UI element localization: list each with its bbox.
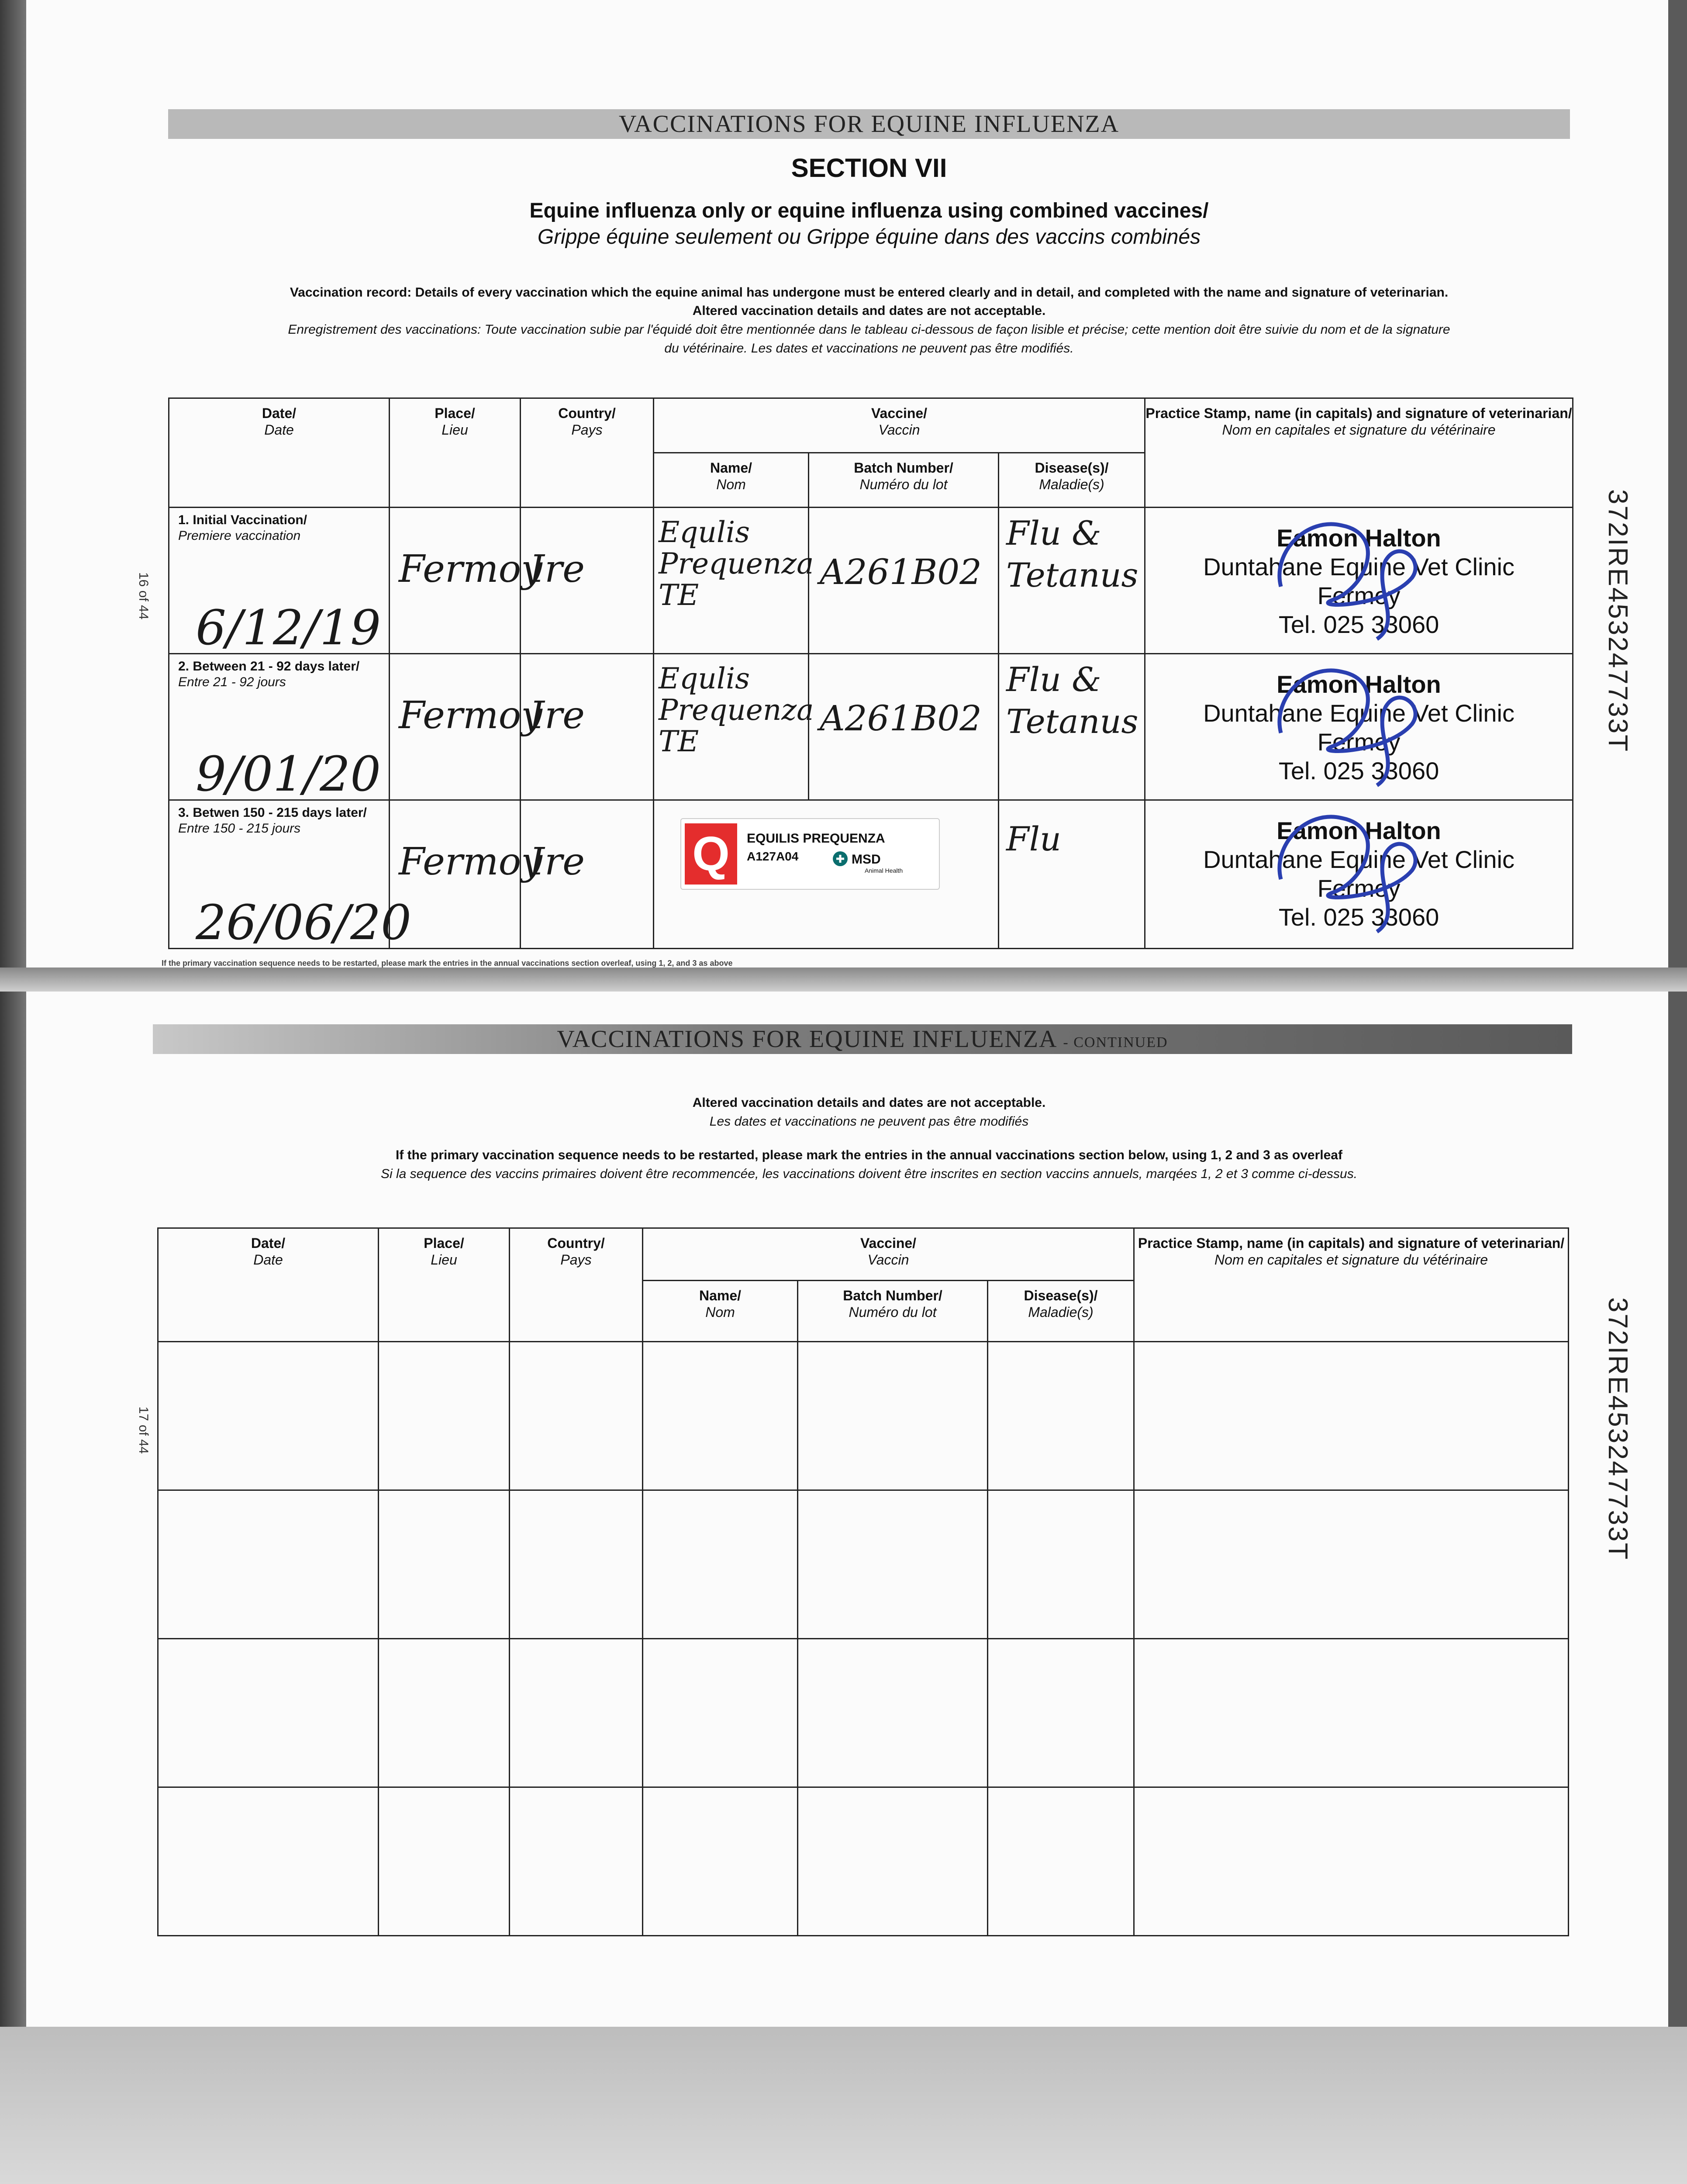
batch-value: A261B02 — [820, 698, 982, 739]
table-row — [169, 800, 1573, 949]
header-stamp: Practice Stamp, name (in capitals) and signature of veterinarian/ Nom en capitales et signature du vétérinaire — [1134, 1228, 1569, 1342]
clinic-town: Fermoy — [1317, 728, 1401, 756]
vet-name: Eamon Halton — [1276, 670, 1441, 698]
row-label-cell: 2. Between 21 - 92 days later/ Entre 21 - 92 jours 9/01/20 — [169, 654, 390, 800]
empty-cell[interactable] — [643, 1639, 798, 1787]
vaccine-name-cell — [654, 508, 814, 654]
header-vaccine: Vaccine/ Vaccin — [643, 1228, 1134, 1281]
empty-cell[interactable] — [379, 1787, 510, 1936]
binder-edge — [0, 0, 26, 2184]
empty-cell[interactable] — [379, 1639, 510, 1787]
header-date: Date/ Date — [169, 398, 390, 508]
vaccine-name-cell — [654, 654, 814, 800]
vaccination-table — [168, 397, 1573, 949]
country-value: Ire — [530, 694, 585, 737]
empty-cell[interactable] — [643, 1787, 798, 1936]
disease-cell — [999, 800, 1145, 949]
passport-id: 372IRE453247733T — [1603, 1297, 1633, 1561]
page-gutter — [0, 968, 1687, 992]
q-logo-icon: Q — [685, 823, 737, 885]
empty-cell[interactable] — [510, 1490, 643, 1639]
country-value: Ire — [530, 840, 585, 884]
banner-suffix: - CONTINUED — [1063, 1034, 1168, 1051]
empty-cell[interactable] — [1134, 1490, 1569, 1639]
empty-cell[interactable] — [798, 1342, 988, 1490]
clinic-tel: Tel. 025 33060 — [1278, 611, 1439, 638]
disease-cell — [999, 654, 1145, 800]
header-batch: Batch Number/ Numéro du lot — [798, 1281, 988, 1342]
header-stamp: Practice Stamp, name (in capitals) and signature of veterinarian/ Nom en capitales et signature du vétérinaire — [1145, 398, 1573, 508]
table-row — [169, 654, 1573, 800]
vet-name: Eamon Halton — [1276, 524, 1441, 552]
stamp-cell — [1145, 654, 1573, 800]
section-title: SECTION VII — [791, 153, 947, 183]
note-en-1: Altered vaccination details and dates are not acceptable. — [692, 1095, 1046, 1110]
row-label-cell: 1. Initial Vaccination/ Premiere vaccination 6/12/19 — [169, 508, 390, 654]
country-cell — [521, 800, 654, 949]
empty-cell[interactable] — [643, 1342, 798, 1490]
clinic-name: Duntahane Equine Vet Clinic — [1203, 699, 1515, 727]
empty-cell[interactable] — [988, 1490, 1134, 1639]
empty-cell[interactable] — [988, 1787, 1134, 1936]
section-banner: VACCINATIONS FOR EQUINE INFLUENZA — [168, 109, 1570, 139]
note-fr-2: Si la sequence des vaccins primaires doivent être recommencée, les vaccinations doivent être inscrites en section vaccins annuels, marqées 1, 2 et 3 comme ci-dessus. — [380, 1167, 1358, 1181]
clinic-tel: Tel. 025 33060 — [1278, 757, 1439, 784]
continued-banner — [153, 1024, 1572, 1054]
subtitle-en: Equine influenza only or equine influenza using combined vaccines/ — [529, 199, 1209, 222]
row-label-cell: 3. Betwen 150 - 215 days later/ Entre 150 - 215 jours 26/06/20 — [169, 800, 390, 949]
header-vaccine-name: Name/ Nom — [643, 1281, 798, 1342]
empty-cell[interactable] — [158, 1787, 379, 1936]
table-row — [158, 1490, 1569, 1639]
passport-page-16 — [26, 0, 1668, 968]
clinic-tel: Tel. 025 33060 — [1278, 903, 1439, 931]
empty-cell[interactable] — [798, 1639, 988, 1787]
place-cell — [390, 800, 542, 949]
date-value: 9/01/20 — [196, 746, 381, 802]
vaccine-sticker — [680, 818, 940, 890]
empty-cell[interactable] — [643, 1490, 798, 1639]
sticker-maker-sub: Animal Health — [865, 867, 903, 874]
place-value: Fermoy — [399, 840, 542, 884]
empty-cell[interactable] — [988, 1342, 1134, 1490]
table-row — [158, 1342, 1569, 1490]
disease-value: Flu — [1006, 819, 1061, 858]
signature-icon — [1255, 499, 1438, 657]
header-country: Country/ Pays — [510, 1228, 643, 1342]
empty-cell[interactable] — [510, 1639, 643, 1787]
batch-cell — [809, 508, 999, 654]
note-en-2: If the primary vaccination sequence needs to be restarted, please mark the entries in the annual vaccinations section below, using 1, 2 and 3 as overleaf — [396, 1148, 1342, 1162]
empty-cell[interactable] — [379, 1490, 510, 1639]
note-en-1: Vaccination record: Details of every vaccination which the equine animal has undergone must be entered clearly and in detail, and completed with the name and signature of veterinarian. — [290, 285, 1449, 300]
annual-vaccination-table — [157, 1227, 1569, 1936]
table-row — [158, 1639, 1569, 1787]
header-vaccine-name: Name/ Nom — [654, 453, 809, 508]
header-disease: Disease(s)/ Maladie(s) — [988, 1281, 1134, 1342]
banner-title: VACCINATIONS FOR EQUINE INFLUENZA — [557, 1026, 1056, 1053]
batch-value: A261B02 — [820, 552, 982, 592]
msd-logo-icon — [832, 850, 849, 867]
sticker-product: EQUILIS PREQUENZA — [747, 831, 885, 846]
table-row — [158, 1787, 1569, 1936]
date-value: 26/06/20 — [196, 895, 412, 950]
empty-cell[interactable] — [798, 1787, 988, 1936]
place-value: Fermoy — [399, 694, 542, 737]
empty-cell[interactable] — [1134, 1342, 1569, 1490]
note-fr-2: du vétérinaire. Les dates et vaccinations ne peuvent pas être modifiés. — [664, 341, 1074, 356]
vaccine-name-value: Equlis Prequenza TE — [659, 515, 814, 612]
stamp-cell — [1145, 508, 1573, 654]
header-date: Date/ Date — [158, 1228, 379, 1342]
empty-cell[interactable] — [798, 1490, 988, 1639]
empty-cell[interactable] — [379, 1342, 510, 1490]
header-country: Country/ Pays — [521, 398, 654, 508]
country-cell — [521, 654, 654, 800]
header-disease: Disease(s)/ Maladie(s) — [999, 453, 1145, 508]
vet-name: Eamon Halton — [1276, 817, 1441, 844]
batch-cell — [809, 654, 999, 800]
clinic-town: Fermoy — [1317, 582, 1401, 609]
country-cell — [521, 508, 654, 654]
vaccine-sticker-cell — [654, 800, 999, 949]
empty-cell[interactable] — [158, 1639, 379, 1787]
signature-icon — [1255, 646, 1438, 803]
table-row — [169, 508, 1573, 654]
empty-cell[interactable] — [158, 1342, 379, 1490]
clinic-name: Duntahane Equine Vet Clinic — [1203, 553, 1515, 581]
note-fr-1: Les dates et vaccinations ne peuvent pas être modifiés — [709, 1114, 1029, 1129]
empty-cell[interactable] — [158, 1490, 379, 1639]
place-cell — [390, 508, 542, 654]
sticker-batch: A127A04 — [747, 850, 799, 863]
empty-cell[interactable] — [1134, 1787, 1569, 1936]
empty-cell[interactable] — [988, 1639, 1134, 1787]
page-number: 17 of 44 — [136, 1406, 151, 1454]
country-value: Ire — [530, 547, 585, 591]
stamp-cell — [1145, 800, 1573, 949]
sticker-maker: MSD — [852, 852, 881, 867]
vaccine-name-value: Equlis Prequenza TE — [659, 662, 814, 758]
header-vaccine: Vaccine/ Vaccin — [654, 398, 1145, 453]
passport-id: 372IRE453247733T — [1603, 489, 1633, 753]
subtitle-fr: Grippe équine seulement ou Grippe équine dans des vaccins combinés — [537, 225, 1201, 249]
note-fr-1: Enregistrement des vaccinations: Toute vaccination subie par l'équidé doit être mentionnée dans le tableau ci-dessous de façon lisible et précise; cette mention doit être suivie du nom et de la signature — [288, 322, 1450, 337]
passport-page-17 — [26, 992, 1668, 2027]
date-value: 6/12/19 — [196, 600, 381, 656]
empty-cell[interactable] — [510, 1342, 643, 1490]
place-cell — [390, 654, 542, 800]
clinic-name: Duntahane Equine Vet Clinic — [1203, 846, 1515, 873]
disease-value: Flu & Tetanus — [1006, 660, 1138, 741]
disease-value: Flu & Tetanus — [1006, 514, 1138, 594]
clinic-town: Fermoy — [1317, 874, 1401, 902]
header-place: Place/ Lieu — [379, 1228, 510, 1342]
passport-cover-edge — [0, 2027, 1687, 2184]
empty-cell[interactable] — [1134, 1639, 1569, 1787]
empty-cell[interactable] — [510, 1787, 643, 1936]
place-value: Fermoy — [399, 547, 542, 591]
note-en-2: Altered vaccination details and dates are not acceptable. — [692, 304, 1046, 318]
header-batch: Batch Number/ Numéro du lot — [809, 453, 999, 508]
footer-note: If the primary vaccination sequence needs to be restarted, please mark the entries in the annual vaccinations section overleaf, using 1, 2, and 3 as above — [162, 959, 733, 968]
disease-cell — [999, 508, 1145, 654]
header-place: Place/ Lieu — [390, 398, 521, 508]
page-number: 16 of 44 — [136, 572, 151, 620]
signature-icon — [1255, 792, 1438, 949]
